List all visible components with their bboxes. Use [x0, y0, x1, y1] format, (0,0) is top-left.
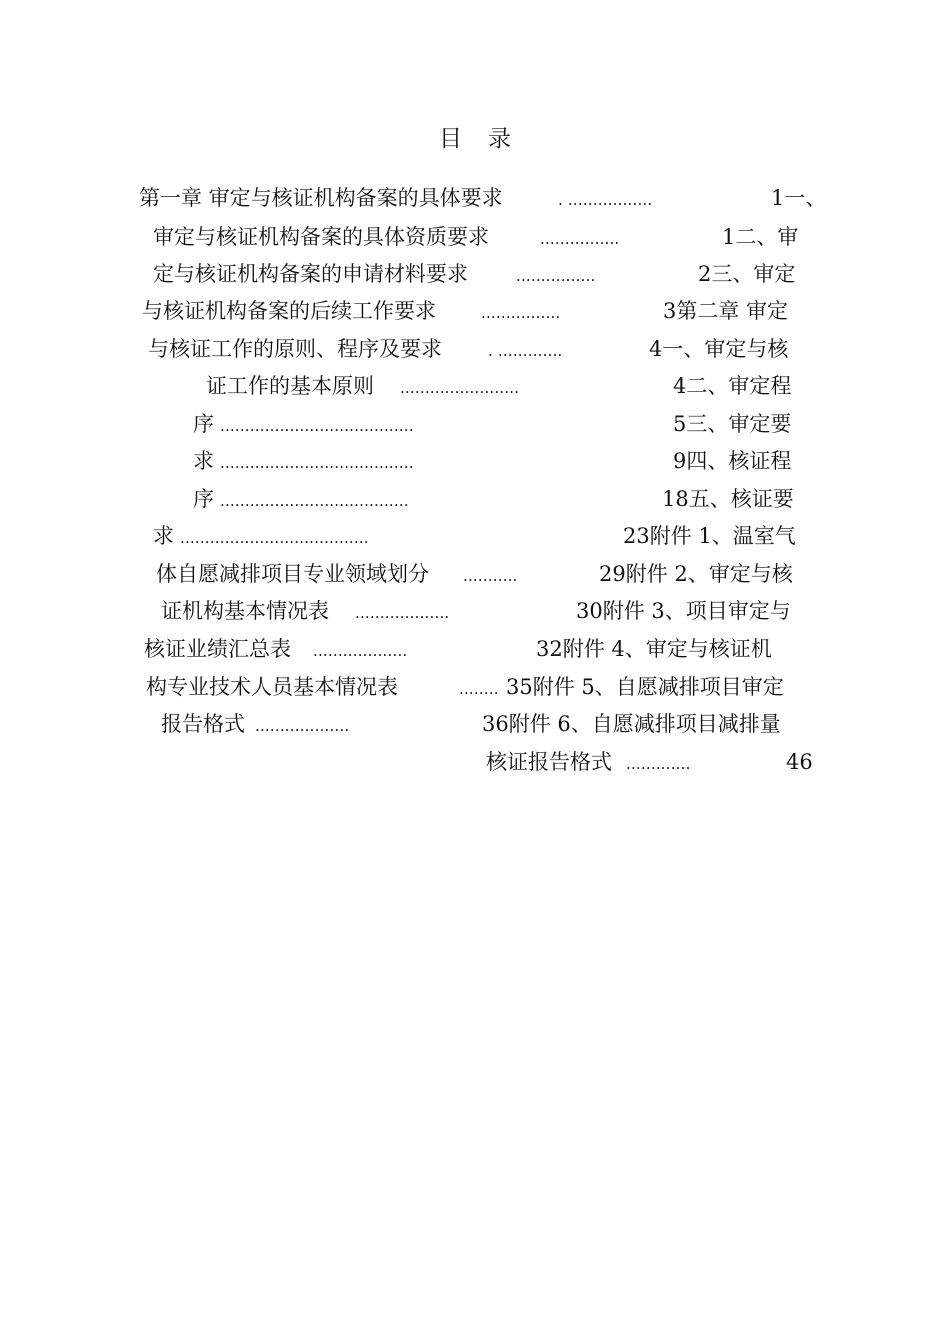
toc-entry-leader: ................... [355, 604, 450, 622]
toc-entry[interactable] [0, 523, 950, 553]
toc-entry-page: 5三、审定要 [673, 412, 792, 436]
toc-entry-leader: . ................. [558, 191, 653, 209]
toc-title-char-2: 录 [488, 126, 511, 152]
toc-entry-title: 核证业绩汇总表 [144, 637, 291, 661]
toc-entry-page: 2三、审定 [698, 262, 796, 286]
toc-entry-title: 第一章 审定与核证机构备案的具体要求 [139, 186, 503, 210]
toc-entry-page: 3第二章 审定 [663, 299, 789, 323]
toc-entry-leader: ................... [313, 642, 408, 660]
toc-entry-title: 证工作的基本原则 [206, 374, 374, 398]
toc-entry[interactable] [0, 373, 950, 403]
toc-entry-page: 9四、核证程 [673, 449, 792, 473]
toc-entry-leader: ................ [481, 304, 561, 322]
toc-entry[interactable] [0, 224, 950, 254]
toc-entry[interactable] [0, 711, 950, 741]
toc-entry-title: 求 [153, 524, 174, 548]
toc-entry-leader: ........ [459, 680, 499, 698]
toc-entry[interactable] [0, 636, 950, 666]
toc-entry[interactable] [0, 749, 950, 779]
toc-entry[interactable] [0, 298, 950, 328]
toc-entry-title: 核证报告格式 [486, 750, 612, 774]
toc-entry-page: 32附件 4、审定与核证机 [536, 637, 772, 661]
toc-entry-leader: ....................................... [220, 417, 414, 435]
toc-entry-title: 与核证机构备案的后续工作要求 [142, 299, 436, 323]
toc-entry[interactable] [0, 486, 950, 516]
toc-entry[interactable] [0, 674, 950, 704]
toc-entry[interactable] [0, 411, 950, 441]
toc-entry-page: 23附件 1、温室气 [623, 524, 796, 548]
toc-title-char-1: 目 [439, 126, 462, 152]
toc-entry-title: 证机构基本情况表 [161, 599, 329, 623]
toc-entry-title: 定与核证机构备案的申请材料要求 [153, 262, 468, 286]
toc-entry-leader: ................ [516, 267, 596, 285]
toc-entry-title: 构专业技术人员基本情况表 [146, 675, 398, 699]
toc-entry-page: 4一、审定与核 [649, 337, 789, 361]
toc-entry-leader: ...................................... [180, 529, 369, 547]
toc-entry-title: 序 [193, 412, 214, 436]
toc-entry-page: 36附件 6、自愿减排项目减排量 [482, 712, 781, 736]
toc-entry-title: 求 [193, 449, 214, 473]
toc-entry[interactable] [0, 261, 950, 291]
toc-entry-page: 29附件 2、审定与核 [599, 562, 793, 586]
toc-entry-leader: ................ [540, 230, 620, 248]
toc-entry-leader: ...................................... [220, 492, 409, 510]
toc-entry-page: 1二、审 [722, 225, 799, 249]
toc-entry-title: 报告格式 [161, 712, 245, 736]
toc-entry-page: 1一、 [771, 186, 827, 210]
toc-entry-title: 体自愿减排项目专业领域划分 [156, 562, 429, 586]
toc-entry-page: 18五、核证要 [662, 487, 794, 511]
toc-entry-leader: ....................................... [220, 454, 414, 472]
toc-entry-leader: ............. [626, 755, 691, 773]
toc-entry-title: 审定与核证机构备案的具体资质要求 [153, 225, 489, 249]
toc-entry-leader: . ............. [488, 342, 563, 360]
toc-entry[interactable] [0, 561, 950, 591]
toc-entry-page: 35附件 5、自愿减排项目审定 [506, 675, 784, 699]
toc-entry-title: 与核证工作的原则、程序及要求 [148, 337, 442, 361]
toc-entry-page: 30附件 3、项目审定与 [576, 599, 791, 623]
toc-entry-title: 序 [193, 487, 214, 511]
toc-entry-leader: ........................ [400, 379, 520, 397]
toc-entry[interactable] [0, 185, 950, 215]
toc-entry[interactable] [0, 598, 950, 628]
toc-entry[interactable] [0, 448, 950, 478]
toc-entry-leader: ................... [255, 717, 350, 735]
toc-title [0, 120, 950, 153]
toc-entry-page: 4二、审定程 [673, 374, 792, 398]
toc-entry-page: 46 [786, 750, 813, 774]
toc-entry[interactable] [0, 336, 950, 366]
toc-entry-leader: ........... [463, 567, 518, 585]
